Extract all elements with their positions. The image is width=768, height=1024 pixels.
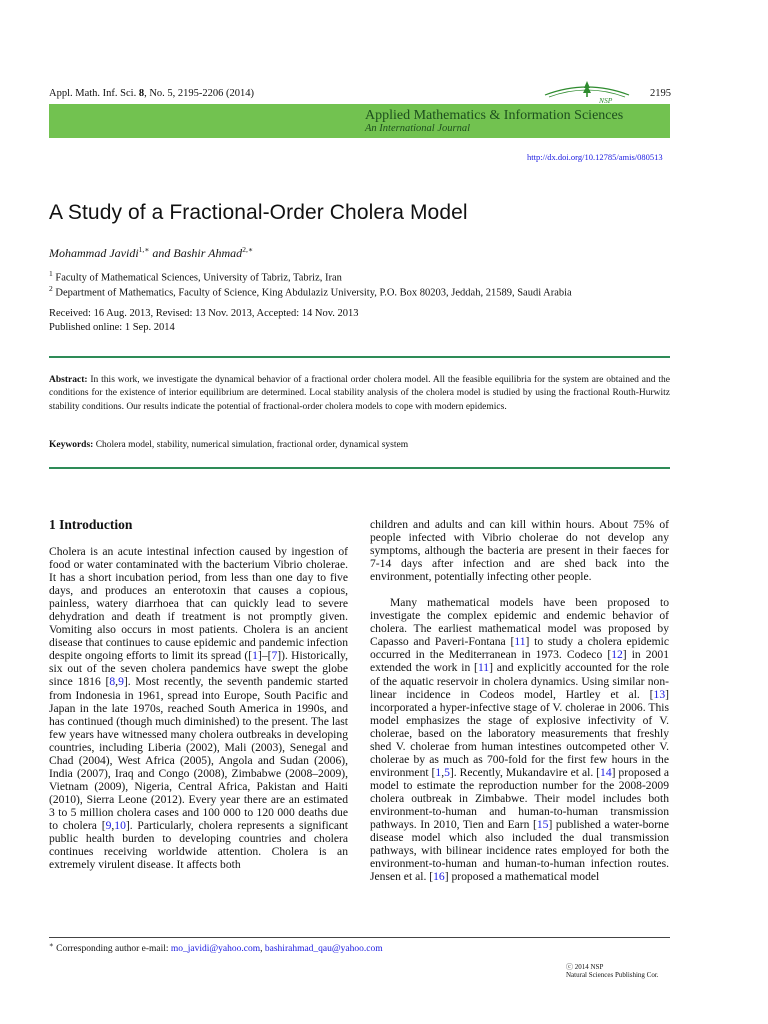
author-name: Mohammad Javidi (49, 246, 139, 260)
citation-link[interactable]: 13 (653, 687, 666, 701)
body-text: ] proposed a model to estimate the reproduction number for the 2008-2009 cholera outbreak in Zimbabwe. Their model includes both environment-to-human and human-to-human transmission pathways. In 2010, Tien and Earn [ (370, 765, 669, 832)
email-link[interactable]: bashirahmad_qau@yahoo.com (264, 944, 383, 955)
citation-link[interactable]: 5 (444, 765, 450, 779)
body-text: ]). Historically, six out of the seven cholera pandemics have swept the globe since 1816 [ (49, 649, 348, 689)
journal-volume: 8 (138, 88, 145, 99)
citation-link[interactable]: 16 (433, 870, 445, 884)
section-heading: 1 Introduction (49, 517, 133, 532)
citation-link[interactable]: 8 (109, 675, 116, 689)
citation-link[interactable]: 9 (105, 818, 112, 832)
author-affil-mark: 1,∗ (138, 245, 150, 254)
footnote-label: Corresponding author e-mail: (53, 944, 171, 955)
citation-link[interactable]: 14 (600, 765, 612, 779)
author-affil-mark: 2,∗ (242, 245, 253, 254)
citation-link[interactable]: 1 (435, 765, 442, 779)
models-paragraph (370, 596, 669, 883)
body-text: ]. Recently, Mukandavire et al. [ (449, 765, 601, 779)
page-number: 2195 (650, 88, 671, 99)
right-column (370, 518, 669, 883)
citation-link[interactable]: 10 (114, 818, 126, 832)
footnote-mark: ∗ (49, 941, 54, 949)
body-text: ] incorporated a hyper-infective stage of V. cholerae in 2006. This model emphasizes the stage of explosive infectivity of V. cholerae, based on the laboratory measurements that freshly shed V. cholerae from human intestines outcompeted other V. cholerae by as much as 700-fold for the first few hours in the environment [ (370, 687, 669, 779)
citation-link[interactable]: 1 (252, 649, 258, 663)
affiliation-text: Faculty of Mathematical Sciences, University of Tabriz, Tabriz, Iran (52, 272, 342, 284)
doi-link[interactable]: http://dx.doi.org/10.12785/amis/080513 (527, 152, 663, 162)
body-text: ]–[ (257, 649, 272, 663)
author-conjunction: and (149, 246, 174, 260)
keywords-text: Cholera model, stability, numerical simulation, fractional order, dynamical system (93, 440, 409, 450)
paper-title: A Study of a Fractional-Order Cholera Model (49, 201, 468, 224)
citation-link[interactable]: 7 (271, 649, 278, 663)
copyright: ⓒ 2014 NSP (566, 963, 604, 971)
journal-abbrev: Appl. Math. Inf. Sci. (49, 88, 137, 99)
keywords (49, 440, 408, 450)
abstract-bottom-rule (49, 467, 670, 469)
body-text: , (115, 675, 119, 689)
journal-name: Applied Mathematics & Information Sciences (365, 108, 624, 123)
body-text: ] to study a cholera epidemic occurred in the Mediterranean in 1973. Codeco [ (370, 635, 669, 662)
received-dates: Received: 16 Aug. 2013, Revised: 13 Nov. 2013, Accepted: 14 Nov. 2013 (49, 308, 359, 319)
keywords-label: Keywords: (49, 440, 94, 450)
intro-paragraph (49, 545, 348, 871)
corresponding-author-footnote (49, 941, 383, 954)
body-text: , (441, 765, 445, 779)
email-separator: , (260, 944, 265, 955)
body-text: , (111, 818, 115, 832)
affiliation-number: 1 (49, 269, 53, 278)
citation-link[interactable]: 12 (611, 648, 623, 662)
left-column (49, 545, 348, 871)
journal-issue-pages: , No. 5, 2195-2206 (2014) (144, 88, 255, 99)
body-text: ]. Most recently, the seventh pandemic started from Indonesia in 1961, spread into Europe, South Pacific and Japan in the late 1970s, reached South America in 1990s, and has continued (though much diminished) to the present. The last few years have witnessed many cholera outbreaks in developing countries, including Liberia (2002), Mali (2003), Senegal and Chad (2004), West Africa (2005), Angola and Sudan (2006), India (2007), Iraq and Congo (2008), Zimbabwe (2008–2009), Vietnam (2009), Nigeria, Central Africa, Pakistan and Haiti (2010), Sierra Leone (2012). Every year there are an estimated 3 to 5 million cholera cases and 100 000 to 120 000 deaths due to cholera [ (49, 675, 348, 832)
body-text: Many mathematical models have been proposed to investigate the complex epidemic and endemic behavior of cholera. The earliest mathematical model was proposed by Capasso and Paveri-Fontana [ (370, 596, 669, 649)
abstract-label: Abstract: (49, 375, 88, 385)
body-text: ] proposed a mathematical model (444, 870, 600, 884)
abstract-top-rule (49, 356, 670, 358)
nsp-logo (541, 78, 633, 104)
author-name: Bashir Ahmad (173, 246, 243, 260)
journal-reference (49, 88, 254, 99)
abstract-text: In this work, we investigate the dynamical behavior of a fractional order cholera model. All the feasible equilibria for the system are obtained and the conditions for the existence of interior equilibrium are determined. Local stability analysis of the cholera model is studied by using the fractional Routh-Hurwitz stability conditions. Our results indicate the potential of fractional-order cholera models to cope with modern epidemics. (49, 375, 670, 412)
affiliation-number: 2 (49, 284, 53, 293)
affiliation-text: Department of Mathematics, Faculty of Science, King Abdulaziz University, P.O. Box 80203, Jeddah, 21589, Saudi Arabia (52, 287, 572, 299)
footnote-rule (49, 937, 670, 938)
citation-link[interactable]: 9 (118, 675, 124, 689)
body-text: Cholera is an acute intestinal infection caused by ingestion of food or water contaminated with the bacterium Vibrio cholerae. It has a short incubation period, from less than one day to five days, and produces an enterotoxin that causes a copious, painless, watery diarrhoea that can quickly lead to severe dehydration and death if treatment is not promptly given. Vomiting also occurs in most patients. Cholera is an ancient disease that continues to cause epidemic and pandemic infection despite ongoing efforts to limit its spread ([ (49, 545, 348, 663)
journal-subtitle: An International Journal (365, 123, 470, 134)
authors (49, 245, 253, 261)
body-text: ] published a water-borne disease model which also included the dual transmission pathways, with bilinear incidence rates employed for both the environment-to-human and human-to-human infection routes. Jensen et al. [ (370, 818, 669, 884)
continued-paragraph: children and adults and can kill within hours. About 75% of people infected with Vibrio cholerae do not develop any symptoms, although the bacteria are present in their faeces for 7-14 days after infection and are shed back into the environment, potentially infecting other people. (370, 518, 669, 584)
abstract (49, 374, 670, 414)
affiliation-1 (49, 269, 342, 284)
affiliation-2 (49, 284, 572, 299)
body-text: ] in 2001 extended the work in [ (370, 648, 669, 675)
citation-link[interactable]: 11 (477, 661, 490, 675)
published-date: Published online: 1 Sep. 2014 (49, 322, 175, 333)
citation-link[interactable]: 11 (514, 635, 526, 649)
citation-link[interactable]: 15 (536, 818, 549, 832)
body-text: ] and explicitly accounted for the role of the aquatic reservoir in cholera dynamics. Using similar non-linear incidence in Codeos model, Hartley et al. [ (370, 661, 670, 701)
logo-text: NSP (599, 96, 613, 104)
email-link[interactable]: mo_javidi@yahoo.com (170, 944, 261, 955)
publisher: Natural Sciences Publishing Cor. (566, 971, 659, 979)
body-text: ]. Particularly, cholera represents a significant public health burden to developing countries and cholera continues receiving worldwide attention. Cholera is an extremely virulent disease. It affects both (49, 818, 348, 872)
